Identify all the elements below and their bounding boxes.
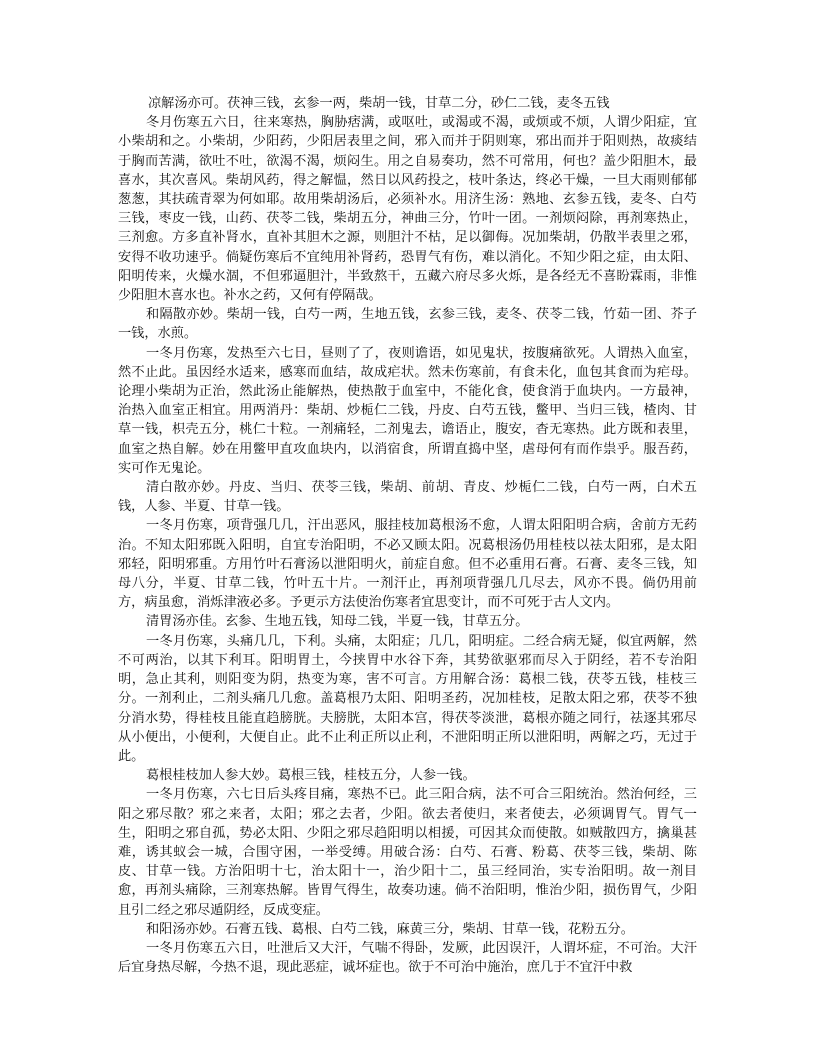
paragraph-qingbai-san: 清白散亦妙。丹皮、当归、茯苓三钱，柴胡、前胡、青皮、炒栀仁二钱，白芍一两，白术五钱，人参、半夏、甘草一钱。 [118,480,697,515]
paragraph-gegen-guizhi: 葛根桂枝加人参大妙。葛根三钱，桂枝五分，人参一钱。 [146,768,476,784]
paragraph-case-xueshi: 一冬月伤寒，发热至六七日，昼则了了，夜则谵语，如见鬼状，按腹痛欲死。人谓热入血室，然不止此。虽因经水适来，感寒而血结，故成疟状。然未伤寒前，有食未化，血包其食而为疟母。论理小柴胡为正治，然此汤止能解热，使热散于血室中，不能化食，使食消于血块内。一方最神，治热入血室正相宜。用两消丹：柴胡、炒栀仁二钱，丹皮、白芍五钱，鳖甲、当归三钱，楂肉、甘草一钱，枳壳五分，桃仁十粒。一剂痛轻，二剂鬼去，谵语止，腹安，杳无寒热。此方既和表里，血室之热自解。妙在用鳖甲直攻血块内，以消宿食，所谓直捣中坚，虐母何有而作祟乎。服吾药，实可作无鬼论。 [118,345,697,476]
paragraph-heyang-tang: 和阳汤亦妙。石膏五钱、葛根、白芍二钱，麻黄三分，柴胡、甘草一钱，花粉五分。 [146,921,634,937]
paragraph-hege-san: 和隔散亦妙。柴胡一钱，白芍一两，生地五钱，玄参三钱，麦冬、茯苓二钱，竹茹一团、芥子一钱，水煎。 [118,307,697,342]
paragraph-case-shaoyang: 冬月伤寒五六日，往来寒热，胸胁痞满，或呕吐，或渴或不渴，或烦或不烦，人谓少阳症，宜小柴胡和之。小柴胡，少阳药，少阳居表里之间，邪入而并于阴则寒，邪出而并于阳则热，故痰结于胸而苦满，欲吐不吐，欲渴不渴，烦闷生。用之自易奏功，然不可常用，何也？盖少阳胆木，最喜水，其次喜风。柴胡风药，得之解愠，然日以风药投之，枝叶条达，终必干燥，一旦大雨则郁郁葱葱，其扶疏青翠为何如耶。故用柴胡汤后，必须补水。用济生汤：熟地、玄参五钱，麦冬、白芍三钱，枣皮一钱，山药、茯苓二钱，柴胡五分，神曲三分，竹叶一团。一剂烦闷除，再剂寒热止，三剂愈。方多直补肾水，直补其胆木之源，则胆汁不枯，足以御侮。况加柴胡，仍散半表里之邪，安得不收功速乎。倘疑伤寒后不宜纯用补肾药，恐胃气有伤，难以消化。不知少阳之症，由太阳、阳明传来，火燥水涸，不但邪逼胆汁，半致熬干，五藏六府尽多火烁，是各经无不喜盼霖雨，非惟少阳胆木喜水也。补水之药，又何有停隔哉。 [118,115,697,304]
paragraph-case-huaizheng: 一冬月伤寒五六日，吐泄后又大汗，气喘不得卧，发厥，此因误汗，人谓坏症，不可治。大汗后宜身热尽解，今热不退，现此恶症，诚坏症也。欲于不可治中施治，庶几于不宜汗中救 [118,940,697,976]
paragraph-case-sanyang: 一冬月伤寒，六七日后头疼目痛，寒热不已。此三阳合病，法不可合三阳统治。然治何经，三阳之邪尽散？邪之来者，太阳；邪之去者，少阳。欲去者使归，来者使去，必须调胃气。胃气一生，阳明之邪自孤，势必太阳、少阳之邪尽趋阳明以相援，可因其众而使散。如贼散四方，擒巢甚难，诱其蚁会一城，合围守困，一举受缚。用破合汤：白芍、石膏、粉葛、茯苓三钱，柴胡、陈皮、甘草一钱。方治阳明十七，治太阳十一，治少阳十二，虽三经同治，实专治阳明。故一剂目愈，再剂头痛除，三剂寒热解。皆胃气得生，故奏功速。倘不治阳明，惟治少阳，损伤胃气，少阳且引二经之邪尽遁阴经，反成变症。 [118,787,697,918]
document-page [118,94,697,977]
paragraph-case-xiali: 一冬月伤寒，头痛几几，下利。头痛，太阳症；几几，阳明症。二经合病无疑，似宜两解，然不可两治，以其下利耳。阳明胃土，今挟胃中水谷下奔，其势欲驱邪而尽入于阴经，若不专治阳明，急止其利，则阳变为阴，热变为寒，害不可言。方用解合汤：葛根二钱，茯苓五钱，桂枝三分。一剂利止，二剂头痛几几愈。盖葛根乃太阳、阳明圣药，况加桂枝，足散太阳之邪，茯苓不独分消水势，得桂枝且能直趋膀胱。夫膀胱，太阳本宫，得茯苓淡泄，葛根亦随之同行，祛逐其邪尽从小便出，小便利，大便自止。此不止利正所以止利，不泄阳明正所以泄阳明，两解之巧，无过于此。 [118,633,697,764]
paragraph-qingwei-tang: 清胃汤亦佳。玄参、生地五钱，知母二钱，半夏一钱，甘草五分。 [146,614,529,630]
paragraph-case-xiangbei: 一冬月伤寒，项背强几几，汗出恶风，服挂枝加葛根汤不愈，人谓太阳阳明合病，舍前方无药治。不知太阳邪既入阳明，自宜专治阳明，不必又顾太阳。况葛根汤仍用桂枝以祛太阳邪，是太阳邪轻，阳明邪重。方用竹叶石膏汤以泄阳明火，前症自愈。但不必重用石膏。石膏、麦冬三钱，知母八分，半夏、甘草二钱，竹叶五十片。一剂汗止，再剂项背强几几尽去，风亦不畏。倘仍用前方，病虽愈，消烁津液必多。予更示方法使治伤寒者宜思变计，而不可死于古人文内。 [118,518,697,611]
paragraph-liangjie-tang: 凉解汤亦可。茯神三钱，玄参一两，柴胡一钱，甘草二分，砂仁二钱，麦冬五钱 [148,96,610,111]
